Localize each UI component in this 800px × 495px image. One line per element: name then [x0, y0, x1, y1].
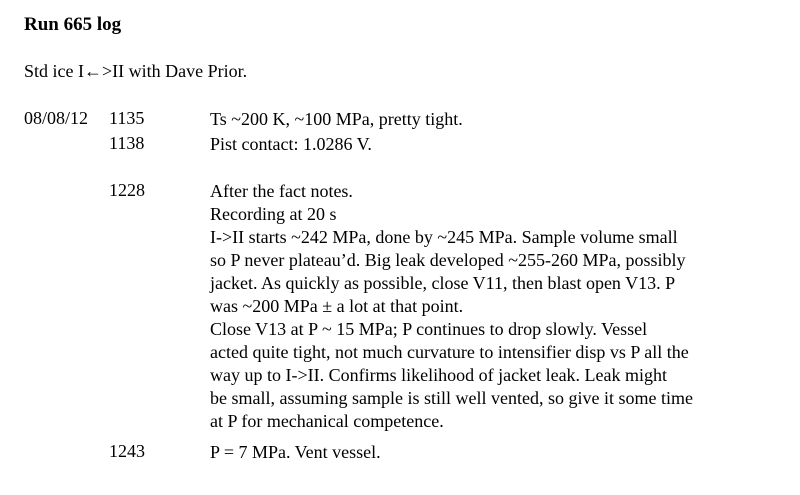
note-line: P = 7 MPa. Vent vessel.	[210, 442, 381, 462]
note-line: Pist contact: 1.0286 V.	[210, 134, 372, 154]
entry-notes	[210, 180, 780, 433]
entry-time: 1243	[109, 441, 145, 461]
note-line: at P for mechanical competence.	[210, 411, 444, 431]
note-line: be small, assuming sample is still well vented, so give it some time	[210, 388, 693, 408]
log-subtitle: Std ice I←>II with Dave Prior.	[24, 61, 248, 81]
note-line: way up to I->II. Confirms likelihood of jacket leak. Leak might	[210, 365, 668, 385]
entry-date: 08/08/12	[24, 108, 89, 128]
entry-time: 1135	[109, 108, 145, 128]
log-title: Run 665 log	[24, 14, 122, 35]
note-line: Close V13 at P ~ 15 MPa; P continues to drop slowly. Vessel	[210, 319, 648, 339]
entry-notes	[210, 133, 780, 156]
note-line: jacket. As quickly as possible, close V11, then blast open V13. P	[210, 273, 676, 293]
note-line: so P never plateau’d. Big leak developed ~255-260 MPa, possibly	[210, 250, 686, 270]
note-line: After the fact notes.	[210, 181, 353, 201]
note-line: was ~200 MPa ± a lot at that point.	[210, 296, 464, 316]
note-line: acted quite tight, not much curvature to intensifier disp vs P all the	[210, 342, 689, 362]
note-line: Ts ~200 K, ~100 MPa, pretty tight.	[210, 109, 463, 129]
entry-time: 1138	[109, 133, 145, 153]
note-line: Recording at 20 s	[210, 204, 337, 224]
entry-notes	[210, 441, 780, 464]
entry-time: 1228	[109, 180, 145, 200]
note-line: I->II starts ~242 MPa, done by ~245 MPa. Sample volume small	[210, 227, 678, 247]
entry-notes	[210, 108, 780, 131]
